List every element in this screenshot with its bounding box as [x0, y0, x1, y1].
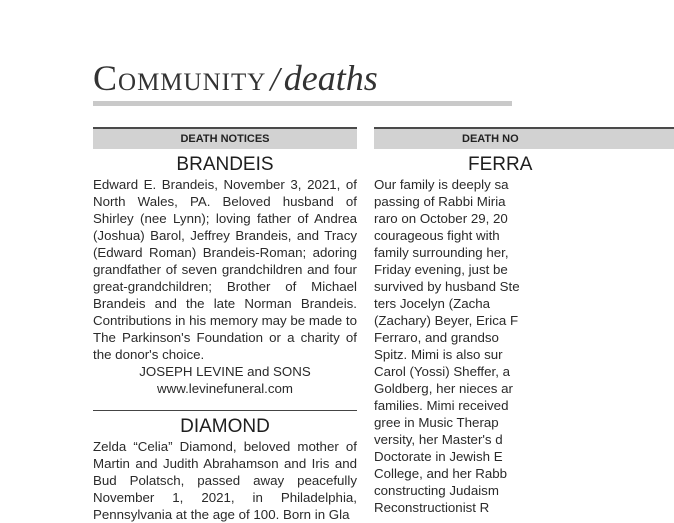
text-line: Goldberg, her nieces ar: [374, 381, 513, 396]
text-line: versity, her Master's d: [374, 432, 503, 447]
text-line: Carol (Yossi) Sheffer, a: [374, 364, 510, 379]
text-line: constructing Judaism: [374, 483, 499, 498]
column-header: DEATH NOTICES: [93, 127, 357, 149]
text-line: ters Jocelyn (Zacha: [374, 296, 491, 311]
subsection-title: deaths: [283, 58, 378, 98]
text-line: Friday evening, just be: [374, 262, 508, 277]
notice-name: DIAMOND: [180, 416, 270, 437]
notice-divider: [93, 410, 357, 411]
text-line: Reconstructionist R: [374, 500, 490, 515]
text-line: gree in Music Therap: [374, 415, 499, 430]
text-line: families. Mimi received: [374, 398, 509, 413]
funeral-home: JOSEPH LEVINE and SONS: [139, 364, 311, 379]
section-title: Community: [93, 58, 267, 98]
masthead-separator: /: [270, 61, 280, 98]
column-header: DEATH NO: [374, 127, 674, 149]
text-line: College, and her Rabb: [374, 466, 508, 481]
funeral-website: www.levinefuneral.com: [157, 381, 293, 396]
text-line: courageous fight with: [374, 228, 500, 243]
masthead: [93, 60, 378, 97]
notice-name: BRANDEIS: [176, 154, 274, 175]
notice-text: [374, 176, 674, 516]
notice-text: Edward E. Brandeis, November 3, 2021, of North Wales, PA. Beloved husband of Shirley (nee Lynn); loving father of Andrea (Joshua) Barol, Jeffrey Brandeis, and Tracy (Edward Roman) Brandeis-Roman; adoring grandfather of seven grandchildren and four great-grandchildren; Brother of Michael Brandeis and the late Norman Brandeis. Contributions in his memory may be made to The Parkinson's Foundation or a charity of the donor's choice.: [93, 177, 357, 362]
notice-text: Zelda “Celia” Diamond, beloved mother of Martin and Judith Abrahamson and Iris and Bud Polatsch, passed away peacefully November 1, 2021, in Philadelphia, Pennsylvania at the age of 100. Born in Gla: [93, 439, 357, 522]
text-line: raro on October 29, 20: [374, 211, 508, 226]
text-line: Spitz. Mimi is also sur: [374, 347, 503, 362]
notice-brandeis: [93, 154, 357, 397]
text-line: passing of Rabbi Miria: [374, 194, 506, 209]
notice-diamond: [93, 416, 357, 523]
text-line: survived by husband Ste: [374, 279, 520, 294]
notice-name: FERRA: [468, 154, 533, 175]
text-line: Ferraro, and grandso: [374, 330, 499, 345]
text-line: Doctorate in Jewish E: [374, 449, 503, 464]
notice-ferraro: [374, 154, 674, 516]
column-death-notices-2: [374, 127, 674, 516]
column-death-notices: [93, 127, 357, 523]
masthead-rule: [93, 101, 512, 106]
text-line: family surrounding her,: [374, 245, 509, 260]
text-line: Our family is deeply sa: [374, 177, 509, 192]
text-line: (Zachary) Beyer, Erica F: [374, 313, 519, 328]
